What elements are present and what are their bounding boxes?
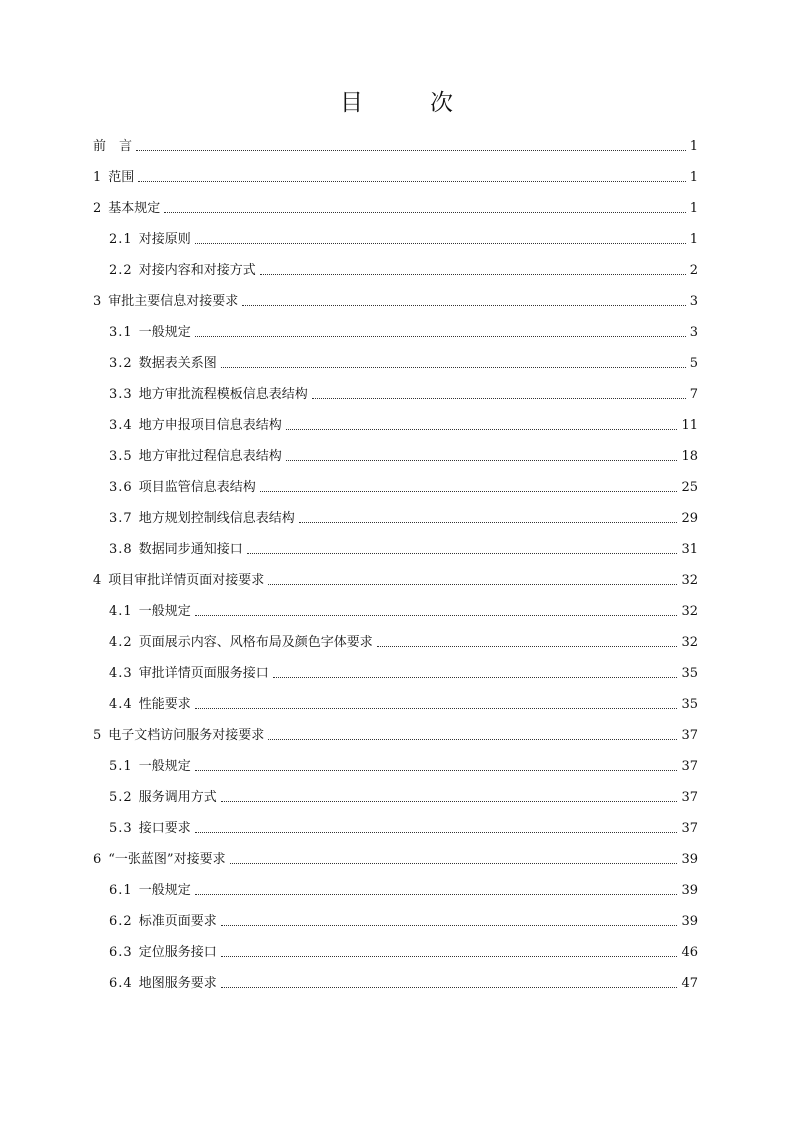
toc-section-number: 4.3 (109, 666, 133, 681)
toc-section-title: 地图服务要求 (138, 976, 217, 991)
toc-section-title: 一般规定 (138, 883, 191, 898)
toc-dot-leader (260, 491, 678, 492)
toc-page-number: 25 (681, 480, 698, 495)
toc-section-number: 6.1 (109, 883, 133, 898)
toc-section-title: 一般规定 (138, 604, 191, 619)
toc-dot-leader (260, 274, 686, 275)
toc-section-number: 4.1 (109, 604, 133, 619)
toc-section-number: 5.1 (109, 759, 133, 774)
toc-section-title: 电子文档访问服务对接要求 (108, 728, 265, 743)
toc-page-number: 2 (689, 263, 698, 278)
page-title: 目 次 (340, 90, 475, 116)
toc-section-title: 一般规定 (138, 325, 191, 340)
toc-dot-leader (221, 987, 678, 988)
toc-page-number: 1 (689, 201, 698, 216)
toc-entry-link[interactable] (109, 263, 690, 279)
toc-row (93, 403, 698, 434)
toc-row (93, 465, 698, 496)
toc-entry-link[interactable] (109, 480, 681, 496)
toc-dot-leader (195, 243, 686, 244)
toc-page-number: 3 (689, 325, 698, 340)
toc-page-number: 29 (681, 511, 698, 526)
toc-section-title: 地方规划控制线信息表结构 (138, 511, 295, 526)
toc-page-number: 1 (689, 139, 698, 154)
toc-row (93, 558, 698, 589)
toc-page-number: 18 (681, 449, 698, 464)
toc-dot-leader (195, 615, 678, 616)
toc-row (93, 589, 698, 620)
toc-entry-link[interactable] (93, 573, 681, 589)
toc-section-number: 6.4 (109, 976, 133, 991)
toc-section-title: 服务调用方式 (138, 790, 217, 805)
toc-page-number: 11 (681, 418, 698, 433)
toc-section-number: 3.7 (109, 511, 133, 526)
toc-section-number: 3.5 (109, 449, 133, 464)
toc-section-number: 4.2 (109, 635, 133, 650)
toc-row (93, 806, 698, 837)
toc-entry-link[interactable] (109, 666, 681, 682)
toc-section-title: 前 言 (93, 139, 133, 154)
toc-row (93, 217, 698, 248)
toc-dot-leader (221, 956, 678, 957)
toc-page-number: 37 (681, 821, 698, 836)
toc-entry-link[interactable] (109, 759, 681, 775)
toc-entry-link[interactable] (93, 139, 690, 155)
toc-section-title: 审批详情页面服务接口 (138, 666, 269, 681)
toc-section-title: 标准页面要求 (138, 914, 217, 929)
toc-section-title: 地方申报项目信息表结构 (138, 418, 282, 433)
toc-entry-link[interactable] (109, 449, 681, 465)
toc-dot-leader (312, 398, 686, 399)
toc-section-title: 性能要求 (138, 697, 191, 712)
toc-entry-link[interactable] (109, 418, 681, 434)
toc-page-number: 3 (689, 294, 698, 309)
toc-section-title: “一张蓝图”对接要求 (108, 852, 226, 867)
toc-dot-leader (221, 801, 678, 802)
toc-section-number: 2.2 (109, 263, 133, 278)
toc-row (93, 651, 698, 682)
toc-dot-leader (221, 367, 686, 368)
toc-page-number: 35 (681, 666, 698, 681)
toc-page-number: 32 (681, 604, 698, 619)
toc-row (93, 837, 698, 868)
toc-entry-link[interactable] (109, 542, 681, 558)
toc-dot-leader (195, 832, 678, 833)
toc-row (93, 930, 698, 961)
toc-entry-link[interactable] (109, 976, 681, 992)
toc-row (93, 899, 698, 930)
toc-dot-leader (247, 553, 678, 554)
toc-entry-link[interactable] (93, 201, 690, 217)
toc-dot-leader (195, 336, 686, 337)
toc-section-number: 3.3 (109, 387, 133, 402)
toc-dot-leader (377, 646, 678, 647)
toc-row (93, 124, 698, 155)
toc-page-number: 32 (681, 573, 698, 588)
toc-entry-link[interactable] (109, 635, 681, 651)
toc-entry-link[interactable] (93, 294, 690, 310)
toc-entry-link[interactable] (93, 852, 681, 868)
toc-page-number: 35 (681, 697, 698, 712)
toc-row (93, 620, 698, 651)
toc-page-number: 46 (681, 945, 698, 960)
toc-section-number: 3.4 (109, 418, 133, 433)
toc-dot-leader (286, 429, 678, 430)
toc-entry-link[interactable] (93, 170, 690, 186)
toc-entry-link[interactable] (109, 387, 690, 403)
toc-section-number: 3.8 (109, 542, 133, 557)
toc-section-number: 4.4 (109, 697, 133, 712)
toc-page-number: 5 (689, 356, 698, 371)
toc-row (93, 868, 698, 899)
toc-page-number: 39 (681, 883, 698, 898)
toc-row (93, 961, 698, 992)
toc-entry-link[interactable] (109, 604, 681, 620)
toc-page-number: 37 (681, 790, 698, 805)
toc-section-title: 项目审批详情页面对接要求 (108, 573, 265, 588)
toc-dot-leader (299, 522, 678, 523)
toc-page-number: 47 (681, 976, 698, 991)
toc-row (93, 248, 698, 279)
toc-page-number: 32 (681, 635, 698, 650)
toc-section-number: 6 (93, 852, 103, 867)
toc-section-number: 1 (93, 170, 103, 185)
toc-entry-link[interactable] (109, 945, 681, 961)
toc-dot-leader (221, 925, 678, 926)
toc-page-number: 31 (681, 542, 698, 557)
toc-entry-link[interactable] (109, 511, 681, 527)
toc-page-number: 39 (681, 914, 698, 929)
toc-row (93, 744, 698, 775)
toc-entry-link[interactable] (109, 325, 690, 341)
toc-section-number: 3.1 (109, 325, 133, 340)
toc-row (93, 682, 698, 713)
toc-section-number: 2 (93, 201, 103, 216)
toc-section-title: 一般规定 (138, 759, 191, 774)
toc-section-title: 地方审批过程信息表结构 (138, 449, 282, 464)
toc-section-number: 3.6 (109, 480, 133, 495)
toc-dot-leader (286, 460, 678, 461)
toc-entry-link[interactable] (109, 914, 681, 930)
toc-dot-leader (268, 739, 677, 740)
toc-section-number: 3.2 (109, 356, 133, 371)
toc-row (93, 186, 698, 217)
toc-row (93, 155, 698, 186)
toc-section-title: 基本规定 (108, 201, 161, 216)
toc-page-number: 7 (689, 387, 698, 402)
toc-entry-link[interactable] (109, 232, 690, 248)
toc-section-number: 6.2 (109, 914, 133, 929)
toc-row (93, 496, 698, 527)
toc-section-title: 项目监管信息表结构 (138, 480, 256, 495)
toc-row (93, 310, 698, 341)
toc-section-title: 范围 (108, 170, 135, 185)
toc-section-title: 接口要求 (138, 821, 191, 836)
toc-section-number: 2.1 (109, 232, 133, 247)
toc-dot-leader (136, 150, 686, 151)
toc-section-number: 6.3 (109, 945, 133, 960)
toc-page-number: 37 (681, 728, 698, 743)
table-of-contents (93, 124, 698, 992)
toc-page-number: 1 (689, 170, 698, 185)
toc-section-title: 审批主要信息对接要求 (108, 294, 239, 309)
toc-section-number: 5.3 (109, 821, 133, 836)
toc-section-title: 对接原则 (138, 232, 191, 247)
toc-entry-link[interactable] (93, 728, 681, 744)
toc-section-number: 5 (93, 728, 103, 743)
toc-section-number: 3 (93, 294, 103, 309)
toc-section-number: 4 (93, 573, 103, 588)
toc-dot-leader (195, 708, 678, 709)
toc-dot-leader (268, 584, 677, 585)
toc-section-title: 数据同步通知接口 (138, 542, 243, 557)
toc-entry-link[interactable] (109, 790, 681, 806)
toc-entry-link[interactable] (109, 821, 681, 837)
toc-dot-leader (138, 181, 685, 182)
toc-row (93, 527, 698, 558)
toc-dot-leader (164, 212, 685, 213)
toc-row (93, 341, 698, 372)
toc-dot-leader (195, 894, 678, 895)
toc-section-title: 数据表关系图 (138, 356, 217, 371)
toc-dot-leader (273, 677, 678, 678)
toc-row (93, 713, 698, 744)
toc-dot-leader (195, 770, 678, 771)
toc-page-number: 39 (681, 852, 698, 867)
toc-section-title: 页面展示内容、风格布局及颜色字体要求 (138, 635, 373, 650)
toc-entry-link[interactable] (109, 883, 681, 899)
toc-dot-leader (242, 305, 685, 306)
toc-page-number: 37 (681, 759, 698, 774)
toc-section-title: 地方审批流程模板信息表结构 (138, 387, 308, 402)
toc-section-title: 定位服务接口 (138, 945, 217, 960)
toc-row (93, 434, 698, 465)
toc-dot-leader (230, 863, 678, 864)
toc-row (93, 775, 698, 806)
toc-section-number: 5.2 (109, 790, 133, 805)
toc-section-title: 对接内容和对接方式 (138, 263, 256, 278)
toc-entry-link[interactable] (109, 697, 681, 713)
toc-page-number: 1 (689, 232, 698, 247)
toc-row (93, 372, 698, 403)
toc-entry-link[interactable] (109, 356, 690, 372)
toc-row (93, 279, 698, 310)
